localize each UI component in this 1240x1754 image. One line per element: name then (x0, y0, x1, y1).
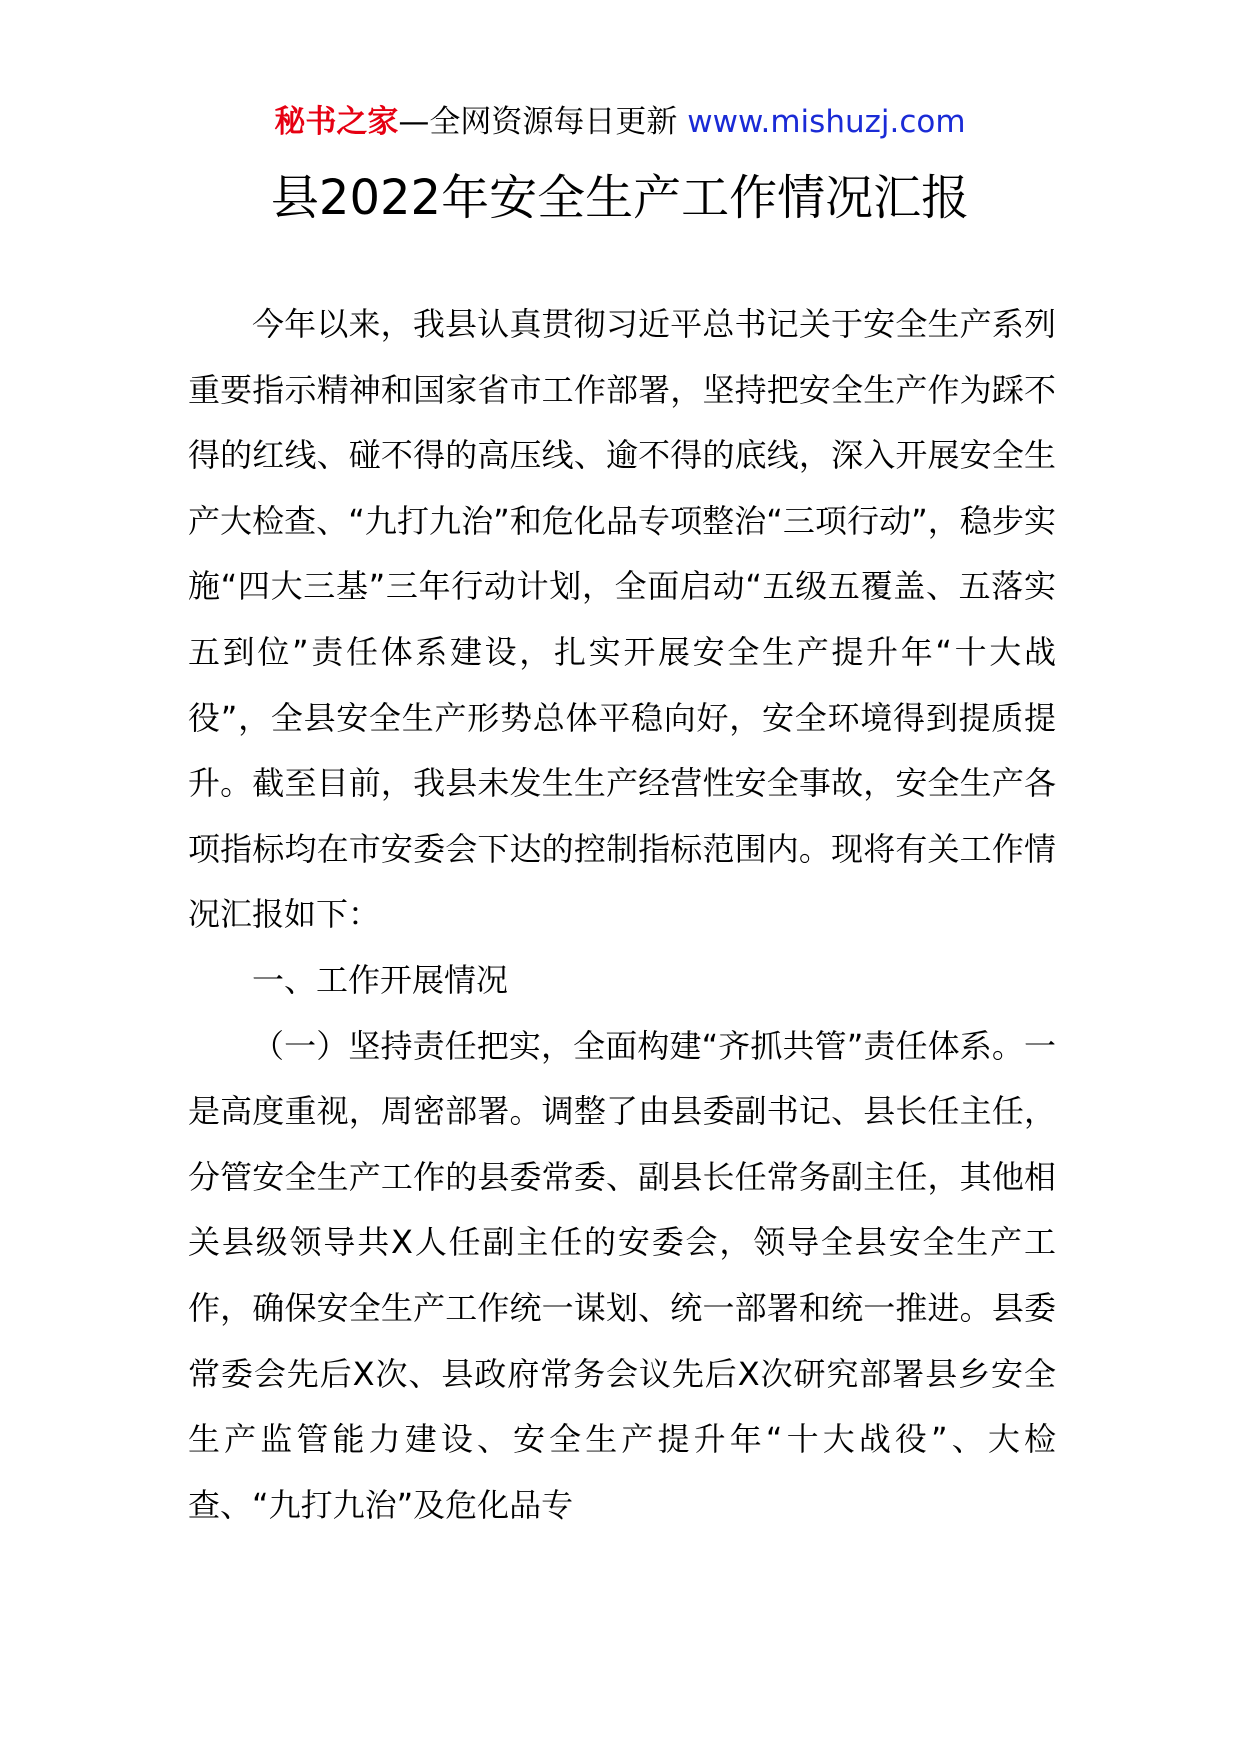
banner-slogan: —全网资源每日更新 (398, 104, 678, 140)
body-paragraph: （一）坚持责任把实，全面构建“齐抓共管”责任体系。一是高度重视，周密部署。调整了由县委副书记、县长任主任，分管安全生产工作的县委常委、副县长任常务副主任，其他相关县级领导共X人任副主任的安委会，领导全县安全生产工作，确保安全生产工作统一谋划、统一部署和统一推进。县委常委会先后X次、县政府常务会议先后X次研究部署县乡安全生产监管能力建设、安全生产提升年“十大战役”、大检查、“九打九治”及危化品专 (188, 1026, 1056, 1524)
website-link[interactable]: www.mishuzj.com (687, 104, 966, 140)
document-title: 县2022年安全生产工作情况汇报 (270, 170, 970, 226)
document-body (188, 292, 1056, 1538)
brand-name: 秘书之家 (274, 104, 399, 140)
site-banner (0, 102, 1240, 142)
section-heading: 一、工作开展情况 (252, 960, 509, 999)
intro-paragraph: 今年以来，我县认真贯彻习近平总书记关于安全生产系列重要指示精神和国家省市工作部署，坚持把安全生产作为踩不得的红线、碰不得的高压线、逾不得的底线，深入开展安全生产大检查、“九打九治”和危化品专项整治“三项行动”，稳步实施“四大三基”三年行动计划，全面启动“五级五覆盖、五落实五到位”责任体系建设，扎实开展安全生产提升年“十大战役”，全县安全生产形势总体平稳向好，安全环境得到提质提升。截至目前，我县未发生生产经营性安全事故，安全生产各项指标均在市安委会下达的控制指标范围内。现将有关工作情况汇报如下： (188, 305, 1056, 934)
